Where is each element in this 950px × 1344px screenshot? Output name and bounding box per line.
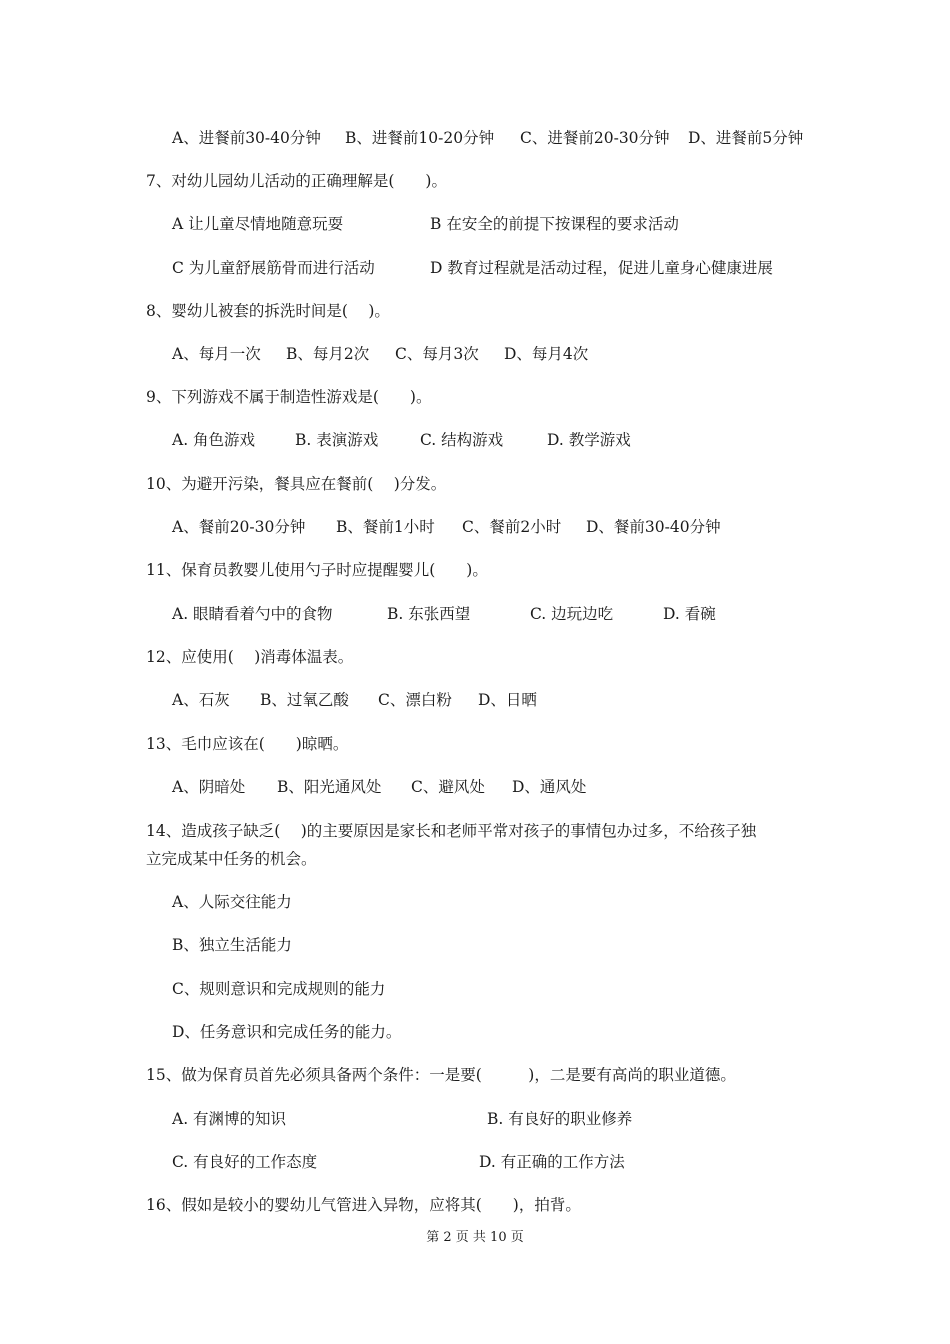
q7-option-a: A 让儿童尽情地随意玩耍 xyxy=(172,215,344,233)
q15-stem: 15、做为保育员首先必须具备两个条件：一是要( )，二是要有高尚的职业道德。 xyxy=(146,1066,736,1084)
q14-option-a: A、人际交往能力 xyxy=(172,893,292,911)
q16-stem: 16、假如是较小的婴幼儿气管进入异物，应将其( )，拍背。 xyxy=(146,1196,581,1214)
q13-option-d: D、通风处 xyxy=(512,778,587,796)
q12-option-c: C、漂白粉 xyxy=(378,691,452,709)
q12-option-d: D、日晒 xyxy=(478,691,537,709)
q10-option-a: A、餐前20-30分钟 xyxy=(172,518,306,536)
q14-stem-line-1: 14、造成孩子缺乏( )的主要原因是家长和老师平常对孩子的事情包办过多，不给孩子独 xyxy=(146,822,757,840)
q8-option-d: D、每月4次 xyxy=(504,345,589,363)
q9-option-c: C. 结构游戏 xyxy=(420,431,504,449)
q14-stem-line-2: 立完成某中任务的机会。 xyxy=(146,850,317,868)
q11-option-b: B. 东张西望 xyxy=(387,605,471,623)
q15-option-d: D. 有正确的工作方法 xyxy=(479,1153,625,1171)
q7-option-c: C 为儿童舒展筋骨而进行活动 xyxy=(172,259,375,277)
q8-option-a: A、每月一次 xyxy=(172,345,261,363)
q9-option-a: A. 角色游戏 xyxy=(172,431,256,449)
q13-option-b: B、阳光通风处 xyxy=(277,778,382,796)
q15-option-a: A. 有渊博的知识 xyxy=(172,1110,287,1128)
q10-option-d: D、餐前30-40分钟 xyxy=(586,518,721,536)
q11-option-d: D. 看碗 xyxy=(663,605,716,623)
q10-option-b: B、餐前1小时 xyxy=(336,518,435,536)
q8-stem: 8、婴幼儿被套的拆洗时间是( )。 xyxy=(146,302,390,320)
page-footer: 第 2 页 共 10 页 xyxy=(426,1230,524,1245)
q14-option-d: D、任务意识和完成任务的能力。 xyxy=(172,1023,402,1041)
q9-option-d: D. 教学游戏 xyxy=(547,431,631,449)
q10-stem: 10、为避开污染，餐具应在餐前( )分发。 xyxy=(146,475,447,493)
q6-option-d: D、进餐前5分钟 xyxy=(688,129,804,147)
q6-option-c: C、进餐前20-30分钟 xyxy=(520,129,670,147)
q15-option-b: B. 有良好的职业修养 xyxy=(487,1110,633,1128)
q8-option-c: C、每月3次 xyxy=(395,345,479,363)
q13-option-a: A、阴暗处 xyxy=(172,778,246,796)
q15-option-c: C. 有良好的工作态度 xyxy=(172,1153,318,1171)
q7-option-d: D 教育过程就是活动过程，促进儿童身心健康进展 xyxy=(430,259,773,277)
q13-option-c: C、避风处 xyxy=(411,778,485,796)
q14-option-c: C、规则意识和完成规则的能力 xyxy=(172,980,386,998)
q7-option-b: B 在安全的前提下按课程的要求活动 xyxy=(430,215,679,233)
q11-stem: 11、保育员教婴儿使用勺子时应提醒婴儿( )。 xyxy=(146,561,488,579)
q14-option-b: B、独立生活能力 xyxy=(172,936,292,954)
q6-option-b: B、进餐前10-20分钟 xyxy=(345,129,495,147)
q11-option-c: C. 边玩边吃 xyxy=(530,605,614,623)
q12-option-a: A、石灰 xyxy=(172,691,230,709)
q7-stem: 7、对幼儿园幼儿活动的正确理解是( )。 xyxy=(146,172,447,190)
q8-option-b: B、每月2次 xyxy=(286,345,370,363)
q6-option-a: A、进餐前30-40分钟 xyxy=(172,129,321,147)
q13-stem: 13、毛巾应该在( )晾晒。 xyxy=(146,735,349,753)
q10-option-c: C、餐前2小时 xyxy=(462,518,562,536)
q9-option-b: B. 表演游戏 xyxy=(295,431,379,449)
q9-stem: 9、下列游戏不属于制造性游戏是( )。 xyxy=(146,388,432,406)
q12-option-b: B、过氧乙酸 xyxy=(260,691,349,709)
q12-stem: 12、应使用( )消毒体温表。 xyxy=(146,648,354,666)
q11-option-a: A. 眼睛看着勺中的食物 xyxy=(172,605,333,623)
